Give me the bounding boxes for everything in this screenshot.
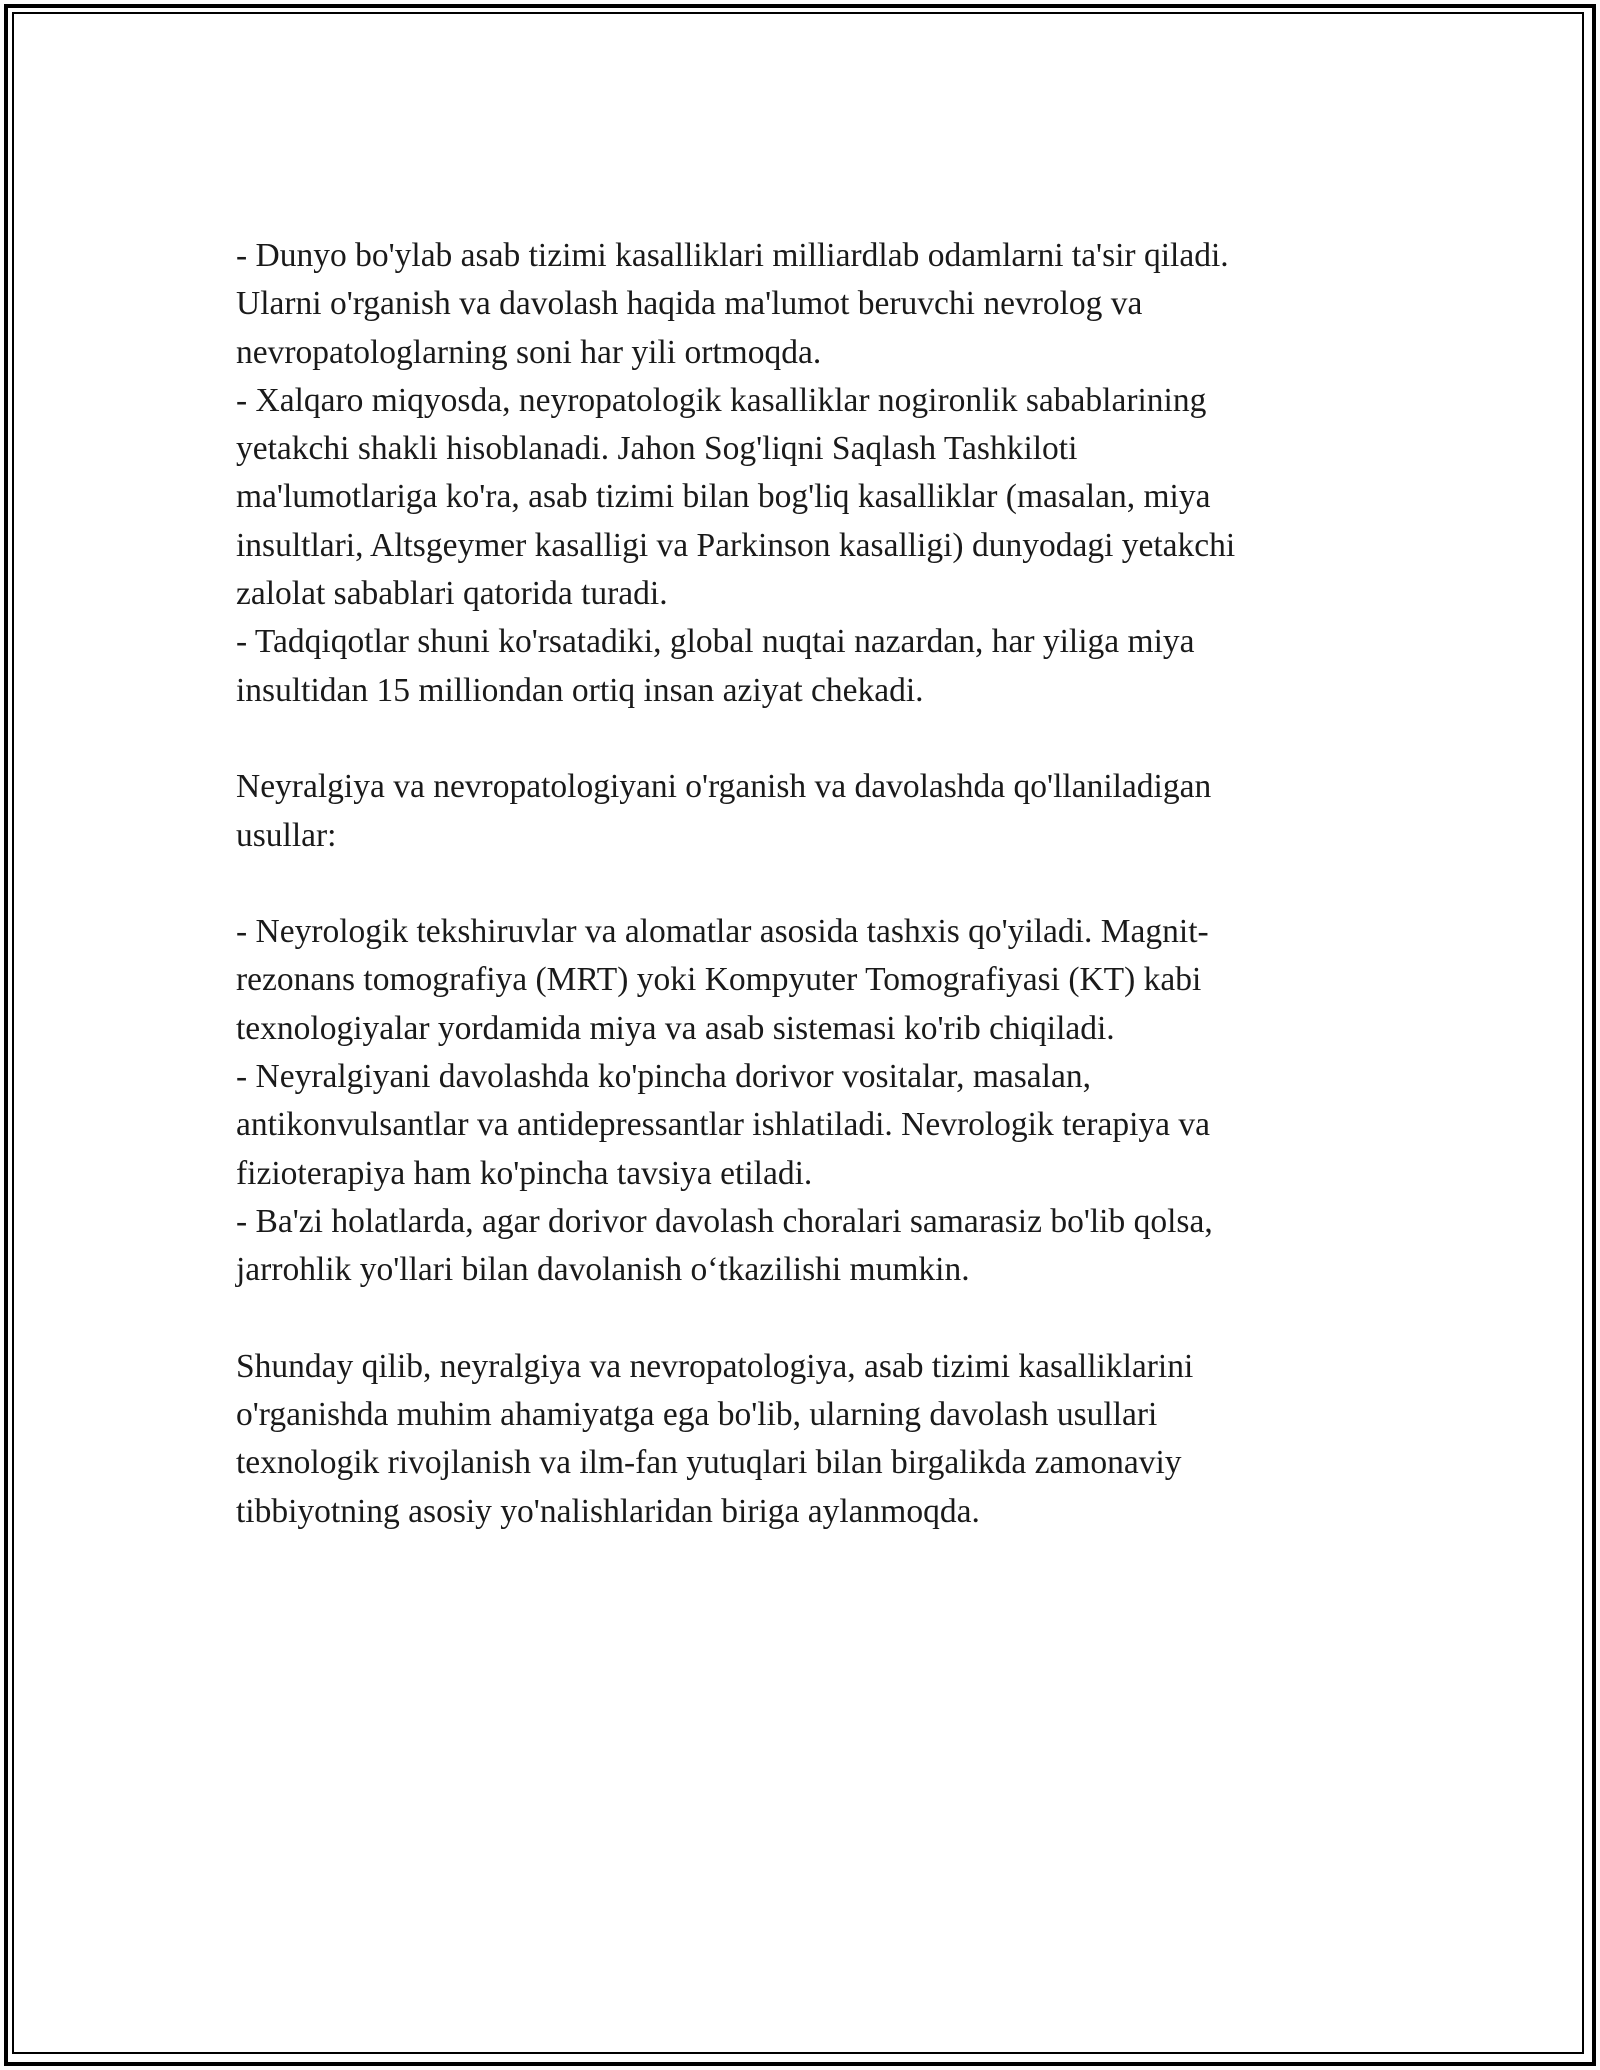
text-line: - Xalqaro miqyosda, neyropatologik kasalliklar nogironlik sabablarining — [236, 381, 1207, 419]
document-body — [236, 232, 1356, 1536]
text-line: usullar: — [236, 816, 337, 854]
text-line: Neyralgiya va nevropatologiyani o'rganish va davolashda qo'llaniladigan — [236, 768, 1212, 806]
text-line: Shunday qilib, neyralgiya va nevropatologiya, asab tizimi kasalliklarini — [236, 1347, 1194, 1385]
text-line: ma'lumotlariga ko'ra, asab tizimi bilan bog'liq kasalliklar (masalan, miya — [236, 478, 1211, 516]
text-line: jarrohlik yo'llari bilan davolanish o‘tkazilishi mumkin. — [236, 1251, 970, 1289]
text-line: antikonvulsantlar va antidepressantlar ishlatiladi. Nevrologik terapiya va — [236, 1106, 1210, 1144]
text-line: - Ba'zi holatlarda, agar dorivor davolash choralari samarasiz bo'lib qolsa, — [236, 1202, 1213, 1240]
text-line: - Dunyo bo'ylab asab tizimi kasalliklari milliardlab odamlarni ta'sir qiladi. — [236, 237, 1229, 274]
text-line: texnologik rivojlanish va ilm-fan yutuqlari bilan birgalikda zamonaviy — [236, 1444, 1182, 1482]
text-line: insultidan 15 milliondan ortiq insan aziyat chekadi. — [236, 671, 924, 709]
text-line: yetakchi shakli hisoblanadi. Jahon Sog'liqni Saqlash Tashkiloti — [236, 430, 1078, 468]
text-line: rezonans tomografiya (MRT) yoki Kompyuter Tomografiyasi (KT) kabi — [236, 961, 1202, 999]
paragraph-statistics — [236, 232, 1356, 715]
text-line: tibbiyotning asosiy yo'nalishlaridan biriga aylanmoqda. — [236, 1492, 980, 1530]
text-line: nevropatologlarning soni har yili ortmoqda. — [236, 333, 822, 371]
text-line: - Neyralgiyani davolashda ko'pincha dorivor vositalar, masalan, — [236, 1058, 1091, 1096]
text-line: o'rganishda muhim ahamiyatga ega bo'lib, ularning davolash usullari — [236, 1396, 1158, 1434]
paragraph-methods-heading — [236, 763, 1356, 860]
paragraph-spacer — [236, 1295, 1356, 1343]
paragraph-methods-list — [236, 908, 1356, 1294]
text-line: fizioterapiya ham ko'pincha tavsiya etiladi. — [236, 1154, 813, 1192]
text-line: - Tadqiqotlar shuni ko'rsatadiki, global nuqtai nazardan, har yiliga miya — [236, 623, 1195, 661]
text-line: texnologiyalar yordamida miya va asab sistemasi ko'rib chiqiladi. — [236, 1009, 1115, 1047]
text-line: - Neyrologik tekshiruvlar va alomatlar asosida tashxis qo'yiladi. Magnit- — [236, 913, 1209, 951]
paragraph-conclusion — [236, 1343, 1356, 1536]
text-line: zalolat sabablari qatorida turadi. — [236, 575, 668, 613]
text-line: insultlari, Altsgeymer kasalligi va Parkinson kasalligi) dunyodagi yetakchi — [236, 526, 1236, 564]
text-line: Ularni o'rganish va davolash haqida ma'lumot beruvchi nevrolog va — [236, 285, 1143, 323]
paragraph-spacer — [236, 860, 1356, 908]
paragraph-spacer — [236, 715, 1356, 763]
